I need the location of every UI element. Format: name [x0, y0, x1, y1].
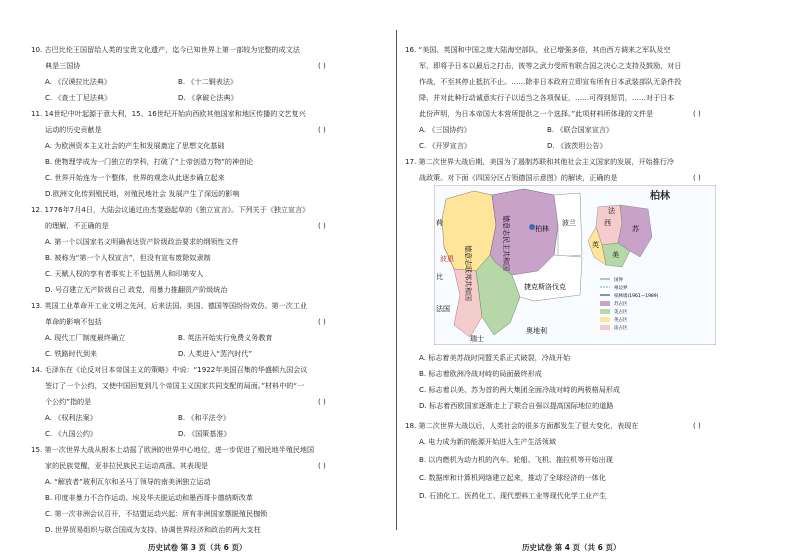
- answer-paren: ( ): [318, 461, 326, 470]
- berlin-map-label: 柏林: [535, 225, 549, 233]
- answer-paren: ( ): [318, 125, 326, 134]
- q18-option-b: B. 以内燃机为动力机的汽车、轮船、飞机、拖拉机等开始出现: [419, 455, 613, 464]
- q11-option-a: A. 为欧洲资本主义社会的产生和发展奠定了思想文化基础: [45, 141, 225, 150]
- answer-paren: ( ): [693, 421, 701, 430]
- sector-british: 英: [592, 241, 599, 249]
- q10-line-1: 10. 古巴比伦王国留给人类的宝贵文化遗产，迄今已知世界上第一部较为完整的成文法: [31, 45, 300, 54]
- legend-item: 英占区: [614, 318, 628, 323]
- q14-option-a: A. 《权利法案》: [45, 413, 97, 422]
- q12-option-a: A. 第一个以国家名义明确表达资产阶级政治要求的纲领性文件: [45, 237, 239, 246]
- q17-option-c: C. 标志着以美、苏为首的两大集团全面冷战对峙的两极格局形成: [419, 385, 620, 394]
- page-footer: 历史试卷 第 3 页（共 6 页）: [148, 543, 247, 552]
- q16-line-5: 此份声明，为日本帝国大本营所提供之一个选择。”此项材料所体现的文件是: [419, 109, 654, 118]
- legend-item: 州边界: [614, 286, 628, 291]
- poland-label: 波兰: [562, 219, 576, 227]
- legend-swatch: [600, 301, 610, 306]
- q13-line-1: 13. 英国工业革命开工业文明之先河，后来法国、美国、德国等国纷纷效仿。第一次工业: [31, 301, 308, 310]
- ddr-label: 德意志民主共和国: [502, 215, 510, 271]
- q11-option-c: C. 世界开始连为一个整体，世界的观念从此逐步确立起来: [45, 173, 225, 182]
- sector-west: 西: [604, 219, 611, 227]
- q16-option-d: D. 《波茨坦公告》: [547, 141, 607, 150]
- q16-line-4: 降，并对此种行动诚意实行子以适当之各项保证，……可得到惩罚，……对于日本: [419, 93, 675, 102]
- legend-item: 苏占区: [614, 302, 628, 307]
- q14-option-c: C. 《九国公约》: [45, 429, 98, 438]
- legend-item: 柏林墙(1961—1989): [614, 294, 659, 299]
- q13-option-a: A. 现代工厂制度最终确立: [45, 333, 126, 342]
- q14-option-d: D. 《国策基准》: [178, 429, 231, 438]
- q16-option-a: A. 《三国协约》: [419, 125, 471, 134]
- germany-occupation-map: [434, 185, 716, 345]
- q10-option-c: C. 《查士丁尼法典》: [45, 93, 112, 102]
- q16-option-c: C. 《开罗宣言》: [419, 141, 472, 150]
- answer-paren: ( ): [693, 109, 701, 118]
- q14-line-1: 14. 毛泽东在《论反对日本帝国主义的策略》中说：“1922年美国召集的华盛顿九国会议: [31, 365, 308, 374]
- sector-soviet: 苏: [632, 225, 639, 233]
- answer-paren: ( ): [318, 317, 326, 326]
- q12-option-c: C. 天赋人权的享有者事实上不包括黑人和印第安人: [45, 269, 204, 278]
- q12-line-1: 12. 1776年7月4日，大陆会议通过由杰斐逊起草的《独立宣言》。下列关于《独立宣言》: [31, 205, 310, 214]
- sector-american: 美: [612, 251, 619, 259]
- belgium-label: 比: [436, 273, 443, 281]
- q15-option-a: A. “解放者”玻利瓦尔和圣马丁领导的南美洲独立运动: [45, 477, 211, 486]
- q16-line-1: 16. “美国、英国和中国之庞大陆海空部队，业已增强多倍，其由西方调来之军队及空: [405, 45, 671, 54]
- answer-paren: ( ): [693, 173, 701, 182]
- legend-swatch: [600, 309, 610, 314]
- q13-option-d: D. 人类进入“蒸汽时代”: [178, 349, 253, 358]
- czech-label: 捷克斯洛伐克: [524, 283, 566, 291]
- q17-line-1: 17. 第二次世界大战后期，美国为了遏制苏联和其他社会主义国家的发展，开始推行冷: [405, 157, 674, 166]
- switzerland-label: 瑞士: [470, 335, 484, 343]
- legend-item: 国界: [614, 278, 623, 283]
- q14-line-2: 签订了一个公约，又使中国回复到几个帝国主义国家共同支配的局面。”材料中的“一: [45, 381, 305, 390]
- q13-option-b: B. 英法开始实行免费义务教育: [178, 333, 273, 342]
- q17-option-d: D. 标志着西欧国家逐渐走上了联合自强以提高国际地位的道路: [419, 401, 614, 410]
- q10-option-b: B. 《十二铜表法》: [178, 77, 238, 86]
- q18-option-d: D. 石油化工、医药化工、现代塑料工业等现代化学工业产生: [419, 491, 607, 500]
- legend-swatch: [600, 317, 610, 322]
- france-label: 法国: [436, 305, 450, 313]
- page-footer: 历史试卷 第 4 页（共 6 页）: [522, 543, 621, 552]
- q12-option-b: B. 被称为“第一个人权宣言”，但没有宣布废除奴隶制: [45, 253, 211, 262]
- answer-paren: ( ): [318, 61, 326, 70]
- q14-option-b: B. 《和平法令》: [178, 413, 230, 422]
- q10-option-a: A. 《汉谟拉比法典》: [45, 77, 111, 86]
- bonn-label: 波恩: [440, 255, 454, 263]
- q13-line-2: 革命的影响不包括: [45, 317, 102, 326]
- q11-line-1: 11. 14世纪中叶起源于意大利，15、16世纪开始向西欧其他国家和地区传播的文艺复兴: [31, 109, 306, 118]
- berlin-inset-title: 柏林: [650, 191, 670, 202]
- q15-option-d: D. 世界贸易组织与联合国成为支持、协调世界经济和政治的两大支柱: [45, 525, 261, 534]
- q17-line-2: 战政策。对下面《四国分区占领德国示意图》的解读，正确的是: [419, 173, 618, 182]
- q14-line-3: 个公约”指的是: [45, 397, 92, 406]
- q15-line-1: 15. 第一次世界大战从根本上动摇了欧洲的世界中心地位，进一步促进了殖民地半殖民地国: [31, 445, 315, 454]
- q16-line-3: 作战，不至其停止抵抗不止。……除非日本政府立即宣布所有日本武装部队无条件投: [419, 77, 682, 86]
- q18-option-c: C. 数据库和计算机网络建立起来，推动了全球经济的一体化: [419, 473, 606, 482]
- austria-label: 奥地利: [526, 327, 547, 335]
- legend-swatch: [600, 325, 610, 330]
- q16-option-b: B. 《联合国家宣言》: [547, 125, 614, 134]
- q18-option-a: A. 电力成为新的能源开始进入生产生活领域: [419, 437, 556, 446]
- frg-label: 德意志联邦共和国: [464, 245, 472, 301]
- q13-option-c: C. 铁路时代到来: [45, 349, 98, 358]
- answer-paren: ( ): [318, 397, 326, 406]
- q11-option-d: D.欧洲文化传到殖民地，对殖民地社会 发展产生了深远的影响: [45, 189, 240, 198]
- legend-item: 美占区: [614, 310, 628, 315]
- q15-line-2: 家的民族觉醒，亚非拉民族民主运动高涨。其表现是: [45, 461, 209, 470]
- q10-option-d: D. 《拿破仑法典》: [178, 93, 238, 102]
- sector-french: 法: [608, 207, 615, 215]
- q11-line-2: 运动的历史贡献是: [45, 125, 102, 134]
- netherlands-label: 荷: [436, 219, 443, 227]
- q18-line-1: 18. 第二次世界大战以后，人类社会的很多方面都发生了很大变化，表现在: [405, 421, 639, 430]
- q10-line-2: 典是三国协: [45, 61, 81, 70]
- legend-item: 法占区: [614, 326, 628, 331]
- q12-line-2: 的理解，不正确的是: [45, 221, 109, 230]
- answer-paren: ( ): [318, 221, 326, 230]
- q16-line-2: 军，即将予日本以最后之打击，彼等之武力受所有联合国之决心之支持及鼓励，对日: [419, 61, 682, 70]
- q15-option-c: C. 第一次非洲会议召开，不结盟运动兴起：所有非洲国家摆脱殖民枷锁: [45, 509, 268, 518]
- q11-option-b: B. 使物理学成为一门独立的学科，打破了“上帝创造万物”的神创论: [45, 157, 254, 166]
- q15-option-b: B. 印度非暴力不合作运动、埃及华夫脱运动和墨西哥卡德纳斯改革: [45, 493, 253, 502]
- q17-option-a: A. 标志着美苏战时同盟关系正式破裂，冷战开始: [419, 353, 571, 362]
- q17-option-b: B. 标志着欧洲冷战对峙的局面最终形成: [419, 369, 542, 378]
- q12-option-d: D. 号召建立无产阶级自己 政党，用暴力推翻资产阶级统治: [45, 285, 228, 294]
